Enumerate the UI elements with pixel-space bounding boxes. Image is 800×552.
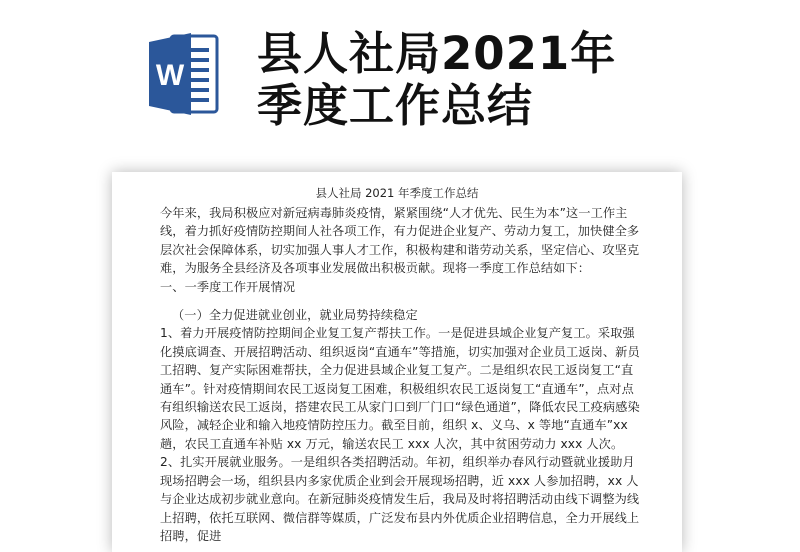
word-document-icon	[147, 30, 219, 118]
document-title: 县人社局 2021 年季度工作总结	[315, 186, 479, 200]
paragraph-intro: 今年来，我局积极应对新冠病毒肺炎疫情，紧紧围绕“人才优先、民生为本”这一工作主线，着力抓好疫情防控期间人社各项工作，有力促进企业复产、劳动力复工，加快健全多层次社会保障体系，切实加强人事人才工作，积极构建和谐劳动关系，坚定信心、攻坚克难，为服务全县经济及各项事业发展做出积极贡献。现将一季度工作总结如下：	[160, 206, 640, 276]
page-title	[257, 28, 777, 132]
paragraph-item-1: 1、着力开展疫情防控期间企业复工复产帮扶工作。一是促进县域企业复产复工。采取强化摸底调查、开展招聘活动、组织返岗“直通车”等措施，切实加强对企业员工返岗、新员工招聘、复产实际困难帮扶，全力促进县域企业复工复产。二是组织农民工返岗复工“直通车”。针对疫情期间农民工返岗复工困难，积极组织农民工返岗复工“直通车”，点对点有组织输送农民工返岗，搭建农民工从家门口到厂门口“绿色通道”，降低农民工疫病感染风险，减轻企业和输入地疫情防控压力。截至目前，组织 x、义乌、x 等地“直通车”xx 趟，农民工直通车补贴 xx 万元，输送农民工 xxx 人次，其中贫困劳动力 xxx 人次。	[160, 326, 640, 451]
svg-text:W: W	[155, 59, 185, 92]
header-banner	[0, 0, 800, 160]
title-line-1: 县人社局2021年	[257, 27, 617, 80]
paragraph-item-2: 2、扎实开展就业服务。一是组织各类招聘活动。年初，组织举办春风行动暨就业援助月现场招聘会一场，组织县内多家优质企业到会开展现场招聘，近 xxx 人参加招聘，xx 人与企业达成初步就业意向。在新冠肺炎疫情发生后，我局及时将招聘活动由线下调整为线上招聘，依托互联网、微信群等媒质，广泛发布县内外优质企业招聘信息，全力开展线上招聘，促进	[160, 455, 640, 543]
section-heading: 一、一季度工作开展情况	[160, 279, 296, 294]
subsection-heading: （一）全力促进就业创业，就业局势持续稳定	[172, 308, 418, 323]
document-page	[112, 172, 682, 552]
title-line-2: 季度工作总结	[257, 79, 534, 132]
document-body	[160, 204, 642, 545]
